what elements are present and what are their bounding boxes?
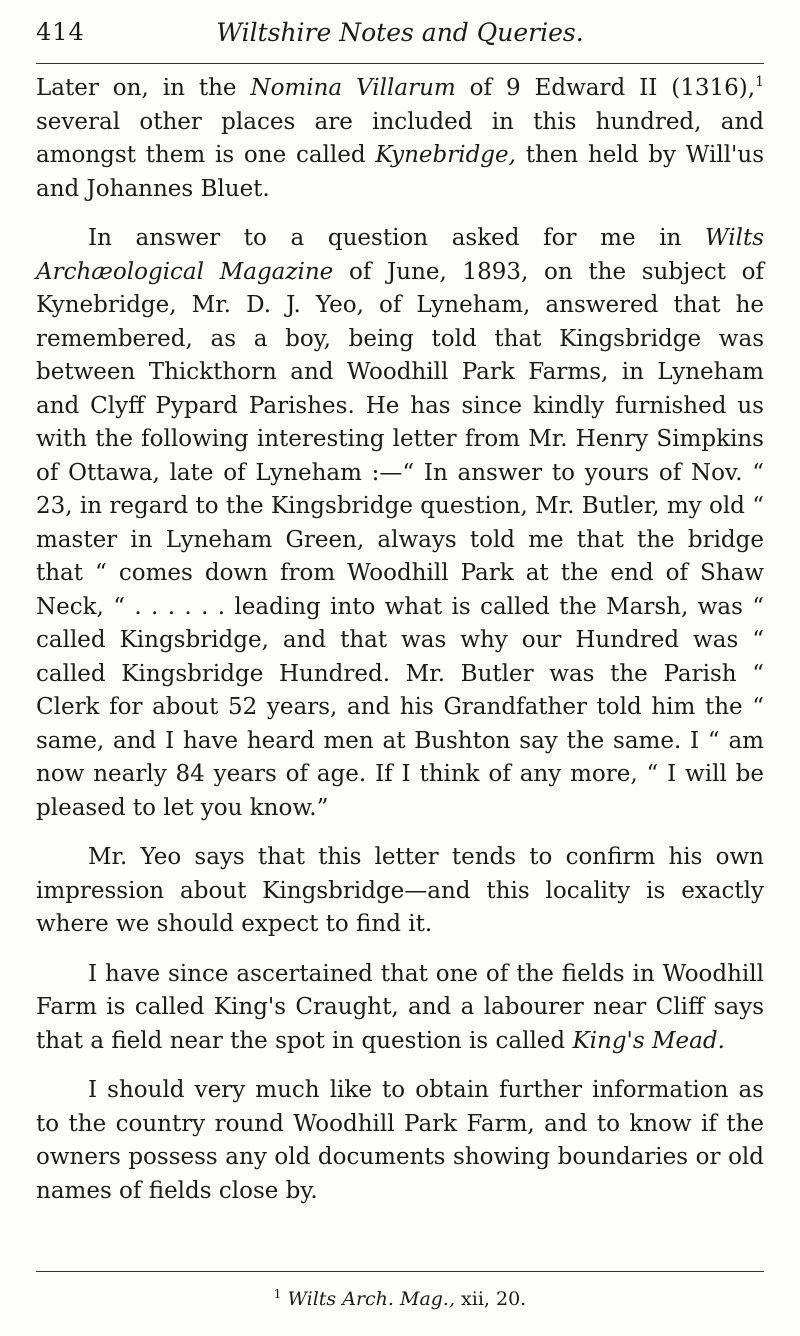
footnote-citation: xii, 20.	[455, 1288, 527, 1310]
paragraph-5: I should very much like to obtain further information as to the country round Woodhill Park Farm, and to know if the owners possess any old documents showing boundaries or old names of fields close by.	[36, 1077, 764, 1204]
running-head	[36, 14, 764, 54]
text-run: then held by Will'us and Johannes Bluet.	[36, 142, 764, 202]
footnote-marker: 1	[273, 1287, 282, 1301]
body-text	[36, 72, 764, 1224]
footnote-rule	[36, 1271, 764, 1272]
header-rule	[36, 63, 764, 64]
footnote	[0, 1288, 800, 1310]
text-run: several other places are included in this hundred, and amongst them is one called	[36, 108, 764, 168]
text-run: Later on, in the	[36, 75, 251, 101]
footnote-source: Wilts Arch. Mag.,	[287, 1288, 456, 1310]
italic-title: Nomina Villarum	[250, 75, 456, 101]
text-run: of 9 Edward II (1316),	[455, 75, 756, 101]
running-title: Wiltshire Notes and Queries.	[216, 18, 584, 47]
footnote-reference[interactable]: 1	[755, 74, 765, 90]
paragraph-2	[36, 222, 764, 825]
text-run: In answer to a question asked for me in	[88, 225, 705, 251]
italic-place-name: King's Mead.	[572, 1027, 725, 1054]
paragraph-1	[36, 72, 764, 206]
page-number: 414	[36, 18, 85, 46]
text-run: I have since ascertained that one of the fields in Woodhill Farm is called King's Craught, and a labourer near Cliff says that a field near the spot in question is called	[36, 960, 764, 1054]
text-run: of June, 1893, on the subject of Kynebridge, Mr. D. J. Yeo, of Lyneham, answered that he remembered, as a boy, being told that Kingsbridge was between Thickthorn and Woodhill Park Farms, in Lyneham and Clyff Pypard Parishes. He has since kindly furnished us with the following interesting letter from Mr. Henry Simpkins of Ottawa, late of Lyneham :—“ In answer to yours of Nov. “ 23, in regard to the Kingsbridge question, Mr. Butler, my old “ master in Lyneham Green, always told me that the bridge that “ comes down from Woodhill Park at the end of Shaw Neck, “ . . . . . . leading into what is called the Marsh, was “ called Kingsbridge, and that was why our Hundred was “ called Kingsbridge Hundred. Mr. Butler was the Parish “ Clerk for about 52 years, and his Grandfather told him the “ same, and I have heard men at Bushton say the same. I “ am now nearly 84 years of age. If I think of any more, “ I will be pleased to let you know.”	[36, 258, 765, 821]
italic-place-name: Kynebridge,	[375, 142, 516, 168]
paragraph-4	[36, 958, 764, 1059]
paragraph-3: Mr. Yeo says that this letter tends to confirm his own impression about Kingsbridge—and this locality is exactly where we should expect to find it.	[36, 844, 764, 937]
italic-title: Wilts Archæological Magazine	[36, 225, 764, 285]
